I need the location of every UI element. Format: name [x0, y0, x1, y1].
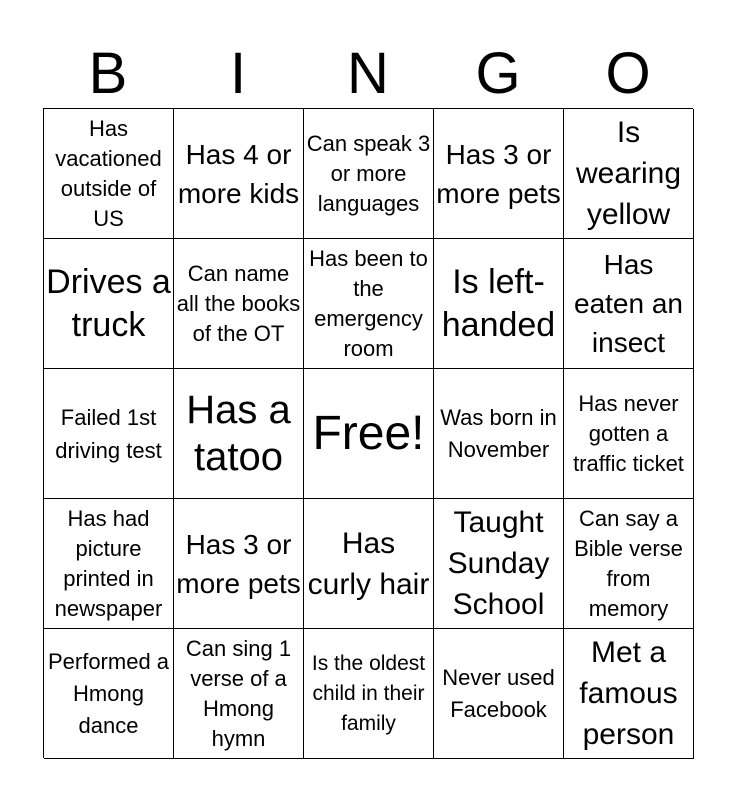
header-letter-n: N: [347, 41, 389, 106]
cell-text: Performed a Hmong dance: [47, 648, 170, 738]
bingo-cell[interactable]: [564, 239, 694, 369]
bingo-cell[interactable]: [304, 109, 434, 239]
cell-text: Taught Sunday School: [447, 506, 550, 621]
cell-text: Failed 1st driving test: [55, 404, 162, 463]
cell-text: Has had picture printed in newspaper: [54, 505, 163, 621]
bingo-cell[interactable]: [564, 629, 694, 759]
cell-text: Has never gotten a traffic ticket: [573, 390, 684, 476]
cell-text: Can sing 1 verse of a Hmong hymn: [185, 635, 292, 751]
bingo-cell[interactable]: [44, 369, 174, 499]
cell-text: Can name all the books of the OT: [176, 260, 301, 346]
cell-text: Has a tatoo: [186, 387, 291, 479]
bingo-cell[interactable]: [174, 369, 304, 499]
bingo-cell[interactable]: [174, 109, 304, 239]
header-letter-b: B: [88, 41, 128, 106]
bingo-cell[interactable]: [564, 499, 694, 629]
cell-text: Has eaten an insect: [574, 249, 683, 358]
bingo-cell[interactable]: [434, 239, 564, 369]
bingo-header: [43, 40, 693, 108]
bingo-cell[interactable]: [44, 109, 174, 239]
cell-text: Is the oldest child in their family: [311, 651, 426, 735]
cell-text: Has 3 or more pets: [176, 528, 301, 599]
cell-text: Is wearing yellow: [575, 116, 682, 231]
header-letter-i: I: [229, 41, 247, 106]
cell-text: Has vacationed outside of US: [55, 115, 162, 231]
bingo-cell[interactable]: [174, 499, 304, 629]
bingo-cell[interactable]: [304, 239, 434, 369]
cell-text: Can say a Bible verse from memory: [574, 505, 683, 621]
bingo-cell[interactable]: [174, 239, 304, 369]
cell-text: Drives a truck: [46, 262, 171, 344]
bingo-cell[interactable]: [434, 499, 564, 629]
bingo-cell[interactable]: [304, 629, 434, 759]
bingo-cell[interactable]: [44, 629, 174, 759]
cell-text: Has 3 or more pets: [436, 138, 561, 209]
bingo-board: [43, 108, 693, 758]
bingo-cell free-space[interactable]: [304, 369, 434, 499]
free-space-text: Free!: [312, 406, 425, 460]
header-letter-o: O: [605, 41, 651, 106]
cell-text: Has 4 or more kids: [177, 138, 300, 209]
cell-text: Never used Facebook: [442, 664, 555, 722]
bingo-cell[interactable]: [304, 499, 434, 629]
cell-text: Met a famous person: [579, 636, 678, 751]
cell-text: Can speak 3 or more languages: [306, 130, 431, 216]
cell-text: Has been to the emergency room: [309, 245, 428, 361]
bingo-cell[interactable]: [434, 629, 564, 759]
bingo-cell[interactable]: [434, 369, 564, 499]
cell-text: Is left-handed: [441, 262, 556, 344]
cell-text: Was born in November: [440, 404, 557, 462]
bingo-cell[interactable]: [44, 499, 174, 629]
bingo-cell[interactable]: [174, 629, 304, 759]
cell-text: Has curly hair: [307, 526, 430, 601]
bingo-cell[interactable]: [44, 239, 174, 369]
bingo-cell[interactable]: [564, 109, 694, 239]
bingo-cell[interactable]: [434, 109, 564, 239]
bingo-cell[interactable]: [564, 369, 694, 499]
header-letter-g: G: [475, 41, 521, 106]
